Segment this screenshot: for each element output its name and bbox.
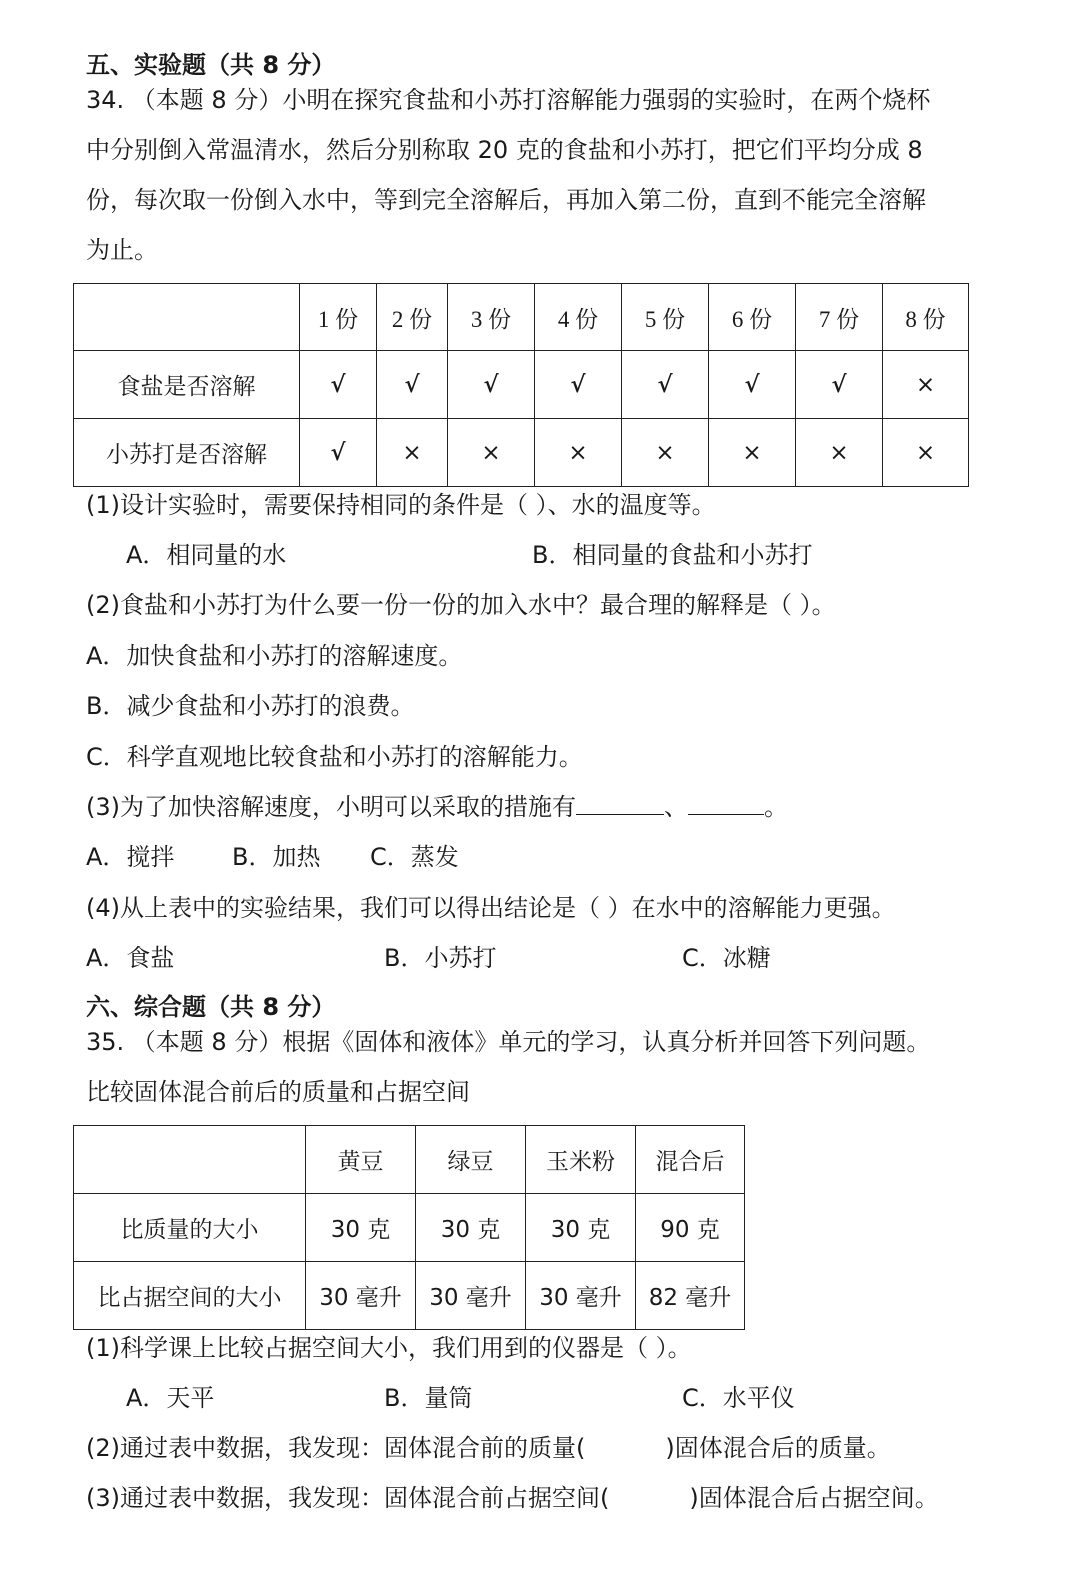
check-mark: √ <box>709 351 796 419</box>
mixing-table <box>73 1125 745 1330</box>
table-header-cell: 3 份 <box>448 284 535 351</box>
q34-sub4-option-b: B．小苏打 <box>384 944 497 972</box>
q34-sub3-option-c: C．蒸发 <box>370 843 459 871</box>
q35-text: 35. （本题 8 分）根据《固体和液体》单元的学习，认真分析并回答下列问题。 <box>86 1028 931 1056</box>
cross-mark: × <box>709 419 796 487</box>
q35-sub2-question <box>86 1433 891 1463</box>
table-cell <box>74 1126 306 1194</box>
table-header-cell: 8 份 <box>883 284 969 351</box>
row-label: 比占据空间的大小 <box>74 1262 306 1330</box>
check-mark: √ <box>300 351 377 419</box>
q34-sub3-separator: 、 <box>664 793 688 821</box>
table-header-cell: 黄豆 <box>306 1126 416 1194</box>
table-row <box>74 351 969 419</box>
row-label: 比质量的大小 <box>74 1194 306 1262</box>
cross-mark: × <box>883 351 969 419</box>
table-cell: 30 克 <box>526 1194 636 1262</box>
section5-heading: 五、实验题（共 8 分） <box>86 51 336 79</box>
q34-sub2-question: (2)食盐和小苏打为什么要一份一份的加入水中？最合理的解释是（ ）。 <box>86 591 836 619</box>
table-header-cell: 玉米粉 <box>526 1126 636 1194</box>
table-header-cell: 绿豆 <box>416 1126 526 1194</box>
q34-line-2: 中分别倒入常温清水，然后分别称取 20 克的食盐和小苏打，把它们平均分成 8 <box>86 136 923 164</box>
q34-sub2-option-b: B．减少食盐和小苏打的浪费。 <box>86 692 415 720</box>
cross-mark: × <box>448 419 535 487</box>
cross-mark: × <box>883 419 969 487</box>
q34-sub2-option-a: A．加快食盐和小苏打的溶解速度。 <box>86 642 463 670</box>
table-header-cell: 7 份 <box>796 284 883 351</box>
table-row <box>74 1262 745 1330</box>
q35-sub1-option-a: A．天平 <box>126 1384 215 1412</box>
check-mark: √ <box>622 351 709 419</box>
cross-mark: × <box>796 419 883 487</box>
check-mark: √ <box>796 351 883 419</box>
table-row <box>74 419 969 487</box>
check-mark: √ <box>535 351 622 419</box>
table-header-cell: 2 份 <box>377 284 448 351</box>
answer-blank[interactable] <box>688 792 764 815</box>
q35-sub3-text-b: )固体混合后占据空间。 <box>689 1484 939 1512</box>
check-mark: √ <box>448 351 535 419</box>
table-row <box>74 1194 745 1262</box>
q35-sub1-option-c: C．水平仪 <box>682 1384 795 1412</box>
dissolve-table <box>73 283 969 487</box>
row-label: 食盐是否溶解 <box>74 351 300 419</box>
q35-sub1-option-b: B．量筒 <box>384 1384 473 1412</box>
table-cell: 30 克 <box>416 1194 526 1262</box>
check-mark: √ <box>377 351 448 419</box>
q35-sub1-question: (1)科学课上比较占据空间大小，我们用到的仪器是（ ）。 <box>86 1334 692 1362</box>
table-cell: 90 克 <box>636 1194 745 1262</box>
q34-sub4-option-a: A．食盐 <box>86 944 175 972</box>
table-header-cell: 4 份 <box>535 284 622 351</box>
table-caption: 比较固体混合前后的质量和占据空间 <box>86 1078 470 1106</box>
table-cell: 30 克 <box>306 1194 416 1262</box>
q34-sub3-question <box>86 792 788 822</box>
table-cell <box>74 284 300 351</box>
q35-sub3-question <box>86 1483 939 1513</box>
cross-mark: × <box>377 419 448 487</box>
table-cell: 30 毫升 <box>416 1262 526 1330</box>
table-cell: 30 毫升 <box>306 1262 416 1330</box>
table-header-cell: 1 份 <box>300 284 377 351</box>
section6-heading: 六、综合题（共 8 分） <box>86 993 336 1021</box>
q34-sub1-option-a: A．相同量的水 <box>126 541 287 569</box>
q34-line-1: 34. （本题 8 分）小明在探究食盐和小苏打溶解能力强弱的实验时，在两个烧杯 <box>86 86 931 114</box>
q34-sub2-option-c: C．科学直观地比较食盐和小苏打的溶解能力。 <box>86 743 583 771</box>
table-cell: 82 毫升 <box>636 1262 745 1330</box>
q34-sub4-question: (4)从上表中的实验结果，我们可以得出结论是（ ）在水中的溶解能力更强。 <box>86 894 896 922</box>
q34-sub3-end: 。 <box>764 793 788 821</box>
cross-mark: × <box>535 419 622 487</box>
q34-line-3: 份，每次取一份倒入水中，等到完全溶解后，再加入第二份，直到不能完全溶解 <box>86 186 926 214</box>
q34-sub3-text: (3)为了加快溶解速度，小明可以采取的措施有 <box>86 793 576 821</box>
table-cell: 30 毫升 <box>526 1262 636 1330</box>
q35-sub2-text-b: )固体混合后的质量。 <box>665 1434 891 1462</box>
q34-sub4-option-c: C．冰糖 <box>682 944 771 972</box>
table-header-cell: 6 份 <box>709 284 796 351</box>
dissolve-table-header-row <box>74 284 969 351</box>
q34-sub1-question: (1)设计实验时，需要保持相同的条件是（ ）、水的温度等。 <box>86 491 716 519</box>
table-header-cell: 混合后 <box>636 1126 745 1194</box>
mixing-table-header-row <box>74 1126 745 1194</box>
row-label: 小苏打是否溶解 <box>74 419 300 487</box>
q34-sub3-option-b: B．加热 <box>232 843 321 871</box>
answer-blank[interactable] <box>576 792 664 815</box>
q34-sub3-option-a: A．搅拌 <box>86 843 175 871</box>
table-header-cell: 5 份 <box>622 284 709 351</box>
check-mark: √ <box>300 419 377 487</box>
q35-sub2-text-a: (2)通过表中数据，我发现：固体混合前的质量( <box>86 1434 586 1462</box>
q34-line-4: 为止。 <box>86 236 158 264</box>
cross-mark: × <box>622 419 709 487</box>
q35-sub3-text-a: (3)通过表中数据，我发现：固体混合前占据空间( <box>86 1484 610 1512</box>
q34-sub1-option-b: B．相同量的食盐和小苏打 <box>532 541 813 569</box>
